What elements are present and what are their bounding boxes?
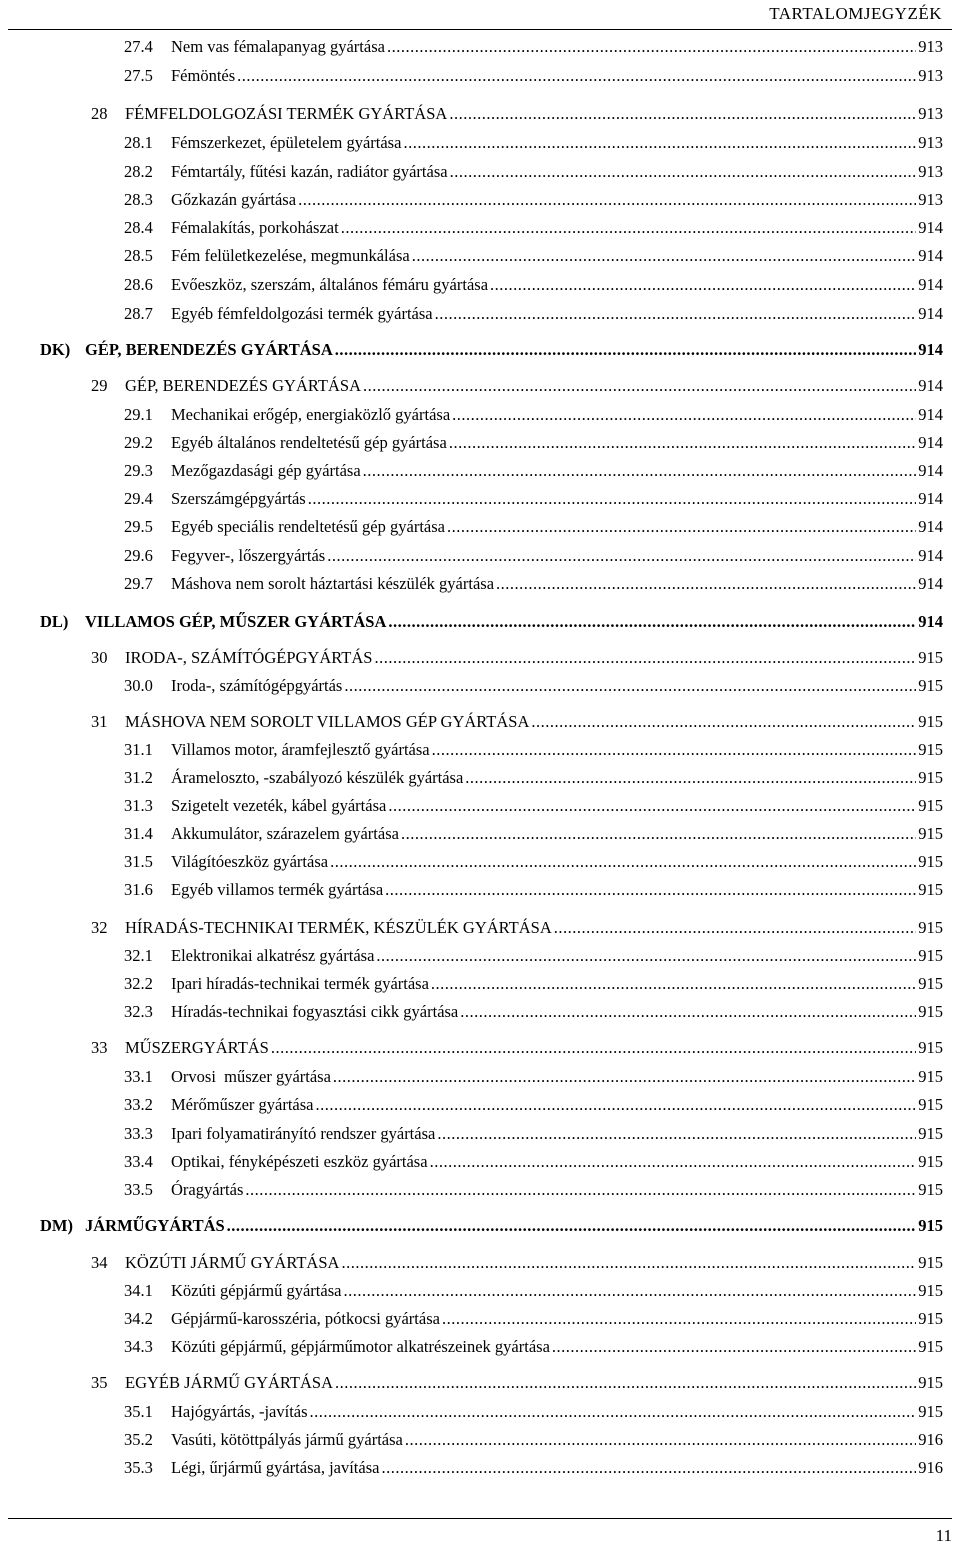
toc-entry-number: 32.2 [124,974,153,993]
toc-dot-leader [447,517,916,537]
toc-subsection-entry [124,824,943,848]
toc-page-number: 915 [918,852,943,871]
toc-entry-number: 35.2 [124,1430,153,1449]
toc-subsection-entry [124,1458,943,1482]
toc-dot-leader [432,740,917,760]
toc-entry-number: 31.4 [124,824,153,843]
toc-subsection-entry [124,1095,943,1119]
toc-entry-title: Közúti gépjármű, gépjárműmotor alkatrészeinek gyártása [171,1337,550,1356]
toc-page-number: 915 [918,768,943,787]
toc-dot-leader [388,612,916,632]
toc-entry-title: Egyéb általános rendeltetésű gép gyártása [171,433,447,452]
toc-entry-number: DM) [40,1216,73,1235]
toc-entry-title: Fémöntés [171,66,236,85]
toc-entry-title: Máshova nem sorolt háztartási készülék gyártása [171,574,495,593]
toc-page-number: 913 [918,162,943,181]
toc-subsection-entry [124,1309,943,1333]
toc-entry-title: Légi, űrjármű gyártása, javítása [171,1458,380,1477]
toc-page-number: 913 [918,190,943,209]
toc-entry-number: 34 [91,1253,108,1272]
toc-subsection-entry [124,133,943,157]
toc-entry-title: Közúti gépjármű gyártása [171,1281,342,1300]
toc-entry-title: Ipari híradás-technikai termék gyártása [171,974,429,993]
toc-dot-leader [437,1124,916,1144]
toc-entry-title: Világítóeszköz gyártása [171,852,329,871]
toc-subsection-entry [124,946,943,970]
toc-entry-number: 27.5 [124,66,153,85]
toc-entry-number: 31.2 [124,768,153,787]
toc-dot-leader [374,648,916,668]
toc-subsection-entry [124,740,943,764]
toc-section-heading [40,612,943,636]
toc-entry-number: 34.1 [124,1281,153,1300]
toc-entry-title: Fegyver-, lőszergyártás [171,546,326,565]
toc-entry-number: 28.4 [124,218,153,237]
toc-page-number: 913 [918,37,943,56]
toc-dot-leader [310,1402,917,1422]
toc-entry-number: 31.3 [124,796,153,815]
toc-subsection-entry [124,218,943,242]
toc-dot-leader [531,712,916,732]
toc-entry-title: Evőeszköz, szerszám, általános fémáru gyártása [171,275,489,294]
toc-page-number: 914 [918,376,943,395]
toc-entry-title: Gépjármű-karosszéria, pótkocsi gyártása [171,1309,440,1328]
toc-dot-leader [344,676,916,696]
toc-entry-number: 28.6 [124,275,153,294]
toc-entry-title: Fém felületkezelése, megmunkálása [171,246,410,265]
toc-entry-number: 31.6 [124,880,153,899]
toc-entry-title: Híradás-technikai fogyasztási cikk gyártása [171,1002,459,1021]
toc-subsection-entry [124,1430,943,1454]
toc-entry-title: Gőzkazán gyártása [171,190,297,209]
toc-dot-leader [333,1067,916,1087]
toc-dot-leader [554,918,916,938]
toc-dot-leader [490,275,916,295]
toc-dot-leader [271,1038,916,1058]
toc-dot-leader [450,162,917,182]
toc-dot-leader [341,218,917,238]
toc-page-number: 915 [918,1373,943,1392]
toc-page-number: 914 [918,546,943,565]
toc-entry-title: GÉP, BERENDEZÉS GYÁRTÁSA [85,340,333,359]
toc-page-number: 914 [918,405,943,424]
toc-chapter-entry [91,376,943,400]
toc-entry-title: Mechanikai erőgép, energiaközlő gyártása [171,405,451,424]
toc-dot-leader [245,1180,916,1200]
toc-entry-number: 35.1 [124,1402,153,1421]
toc-page-number: 915 [918,712,943,731]
toc-subsection-entry [124,405,943,429]
toc-dot-leader [431,974,916,994]
toc-entry-title: Szigetelt vezeték, kábel gyártása [171,796,387,815]
toc-entry-number: 32.1 [124,946,153,965]
toc-entry-title: Ipari folyamatirányító rendszer gyártása [171,1124,436,1143]
toc-page-number: 915 [918,648,943,667]
toc-entry-number: 35.3 [124,1458,153,1477]
toc-dot-leader [388,796,916,816]
toc-subsection-entry [124,162,943,186]
toc-page-number: 914 [918,574,943,593]
toc-entry-number: DK) [40,340,71,359]
toc-page-number: 914 [918,612,943,631]
toc-dot-leader [401,824,916,844]
toc-entry-title: Egyéb speciális rendeltetésű gép gyártása [171,517,445,536]
toc-dot-leader [403,133,916,153]
toc-dot-leader [465,768,916,788]
toc-dot-leader [460,1002,916,1022]
toc-entry-title: Hajógyártás, -javítás [171,1402,308,1421]
toc-subsection-entry [124,574,943,598]
toc-subsection-entry [124,489,943,513]
toc-entry-title: Akkumulátor, szárazelem gyártása [171,824,399,843]
toc-dot-leader [363,376,916,396]
toc-entry-number: 30 [91,648,108,667]
toc-dot-leader [430,1152,917,1172]
toc-entry-number: 28.2 [124,162,153,181]
toc-entry-number: 33.1 [124,1067,153,1086]
toc-subsection-entry [124,190,943,214]
toc-dot-leader [376,946,916,966]
toc-subsection-entry [124,974,943,998]
toc-page-number: 915 [918,1180,943,1199]
toc-dot-leader [327,546,916,566]
toc-dot-leader [442,1309,916,1329]
toc-entry-title: Elektronikai alkatrész gyártása [171,946,375,965]
toc-entry-title: VILLAMOS GÉP, MŰSZER GYÁRTÁSA [85,612,387,631]
toc-page-number: 914 [918,246,943,265]
toc-entry-title: FÉMFELDOLGOZÁSI TERMÉK GYÁRTÁSA [125,104,448,123]
toc-entry-number: 31.5 [124,852,153,871]
toc-dot-leader [298,190,916,210]
toc-subsection-entry [124,1124,943,1148]
toc-dot-leader [343,1281,916,1301]
toc-entry-number: 33.3 [124,1124,153,1143]
toc-dot-leader [385,880,916,900]
toc-entry-number: DL) [40,612,69,631]
toc-entry-title: EGYÉB JÁRMŰ GYÁRTÁSA [125,1373,334,1392]
toc-subsection-entry [124,275,943,299]
toc-dot-leader [315,1095,916,1115]
toc-dot-leader [335,1373,916,1393]
toc-page-number: 914 [918,461,943,480]
toc-section-heading [40,340,943,364]
toc-entry-title: Villamos motor, áramfejlesztő gyártása [171,740,430,759]
toc-entry-title: Szerszámgépgyártás [171,489,306,508]
toc-entry-number: 33.2 [124,1095,153,1114]
toc-entry-title: Vasúti, kötöttpályás jármű gyártása [171,1430,403,1449]
toc-dot-leader [308,489,917,509]
toc-entry-title: Mérőműszer gyártása [171,1095,314,1114]
toc-page-number: 915 [918,1152,943,1171]
footer-rule [8,1518,952,1519]
toc-entry-title: Orvosi műszer gyártása [171,1067,331,1086]
toc-page-number: 914 [918,304,943,323]
toc-entry-title: Árameloszto, -szabályozó készülék gyártása [171,768,464,787]
toc-page-number: 914 [918,340,943,359]
toc-chapter-entry [91,1373,943,1397]
toc-entry-number: 34.3 [124,1337,153,1356]
toc-page-number: 914 [918,517,943,536]
toc-subsection-entry [124,880,943,904]
toc-dot-leader [237,66,916,86]
toc-page-number: 915 [918,918,943,937]
toc-chapter-entry [91,1038,943,1062]
toc-entry-number: 28.3 [124,190,153,209]
toc-page-number: 915 [918,740,943,759]
toc-entry-number: 29.1 [124,405,153,424]
running-header-title: TARTALOMJEGYZÉK [769,4,942,23]
toc-dot-leader [381,1458,916,1478]
toc-subsection-entry [124,676,943,700]
toc-page-number: 914 [918,489,943,508]
toc-page-number: 913 [918,133,943,152]
toc-page-number: 914 [918,218,943,237]
toc-dot-leader [227,1216,917,1236]
toc-entry-title: Óragyártás [171,1180,244,1199]
toc-entry-title: Fémtartály, fűtési kazán, radiátor gyártása [171,162,448,181]
toc-entry-number: 29.3 [124,461,153,480]
toc-subsection-entry [124,1067,943,1091]
toc-subsection-entry [124,796,943,820]
toc-entry-number: 28.5 [124,246,153,265]
toc-entry-number: 32 [91,918,108,937]
toc-entry-number: 33.5 [124,1180,153,1199]
toc-entry-title: Iroda-, számítógépgyártás [171,676,343,695]
toc-entry-number: 33 [91,1038,108,1057]
toc-subsection-entry [124,433,943,457]
toc-page-number: 915 [918,1216,943,1235]
toc-entry-title: MŰSZERGYÁRTÁS [125,1038,269,1057]
toc-entry-number: 27.4 [124,37,153,56]
toc-page-number: 915 [918,974,943,993]
toc-subsection-entry [124,1281,943,1305]
toc-subsection-entry [124,461,943,485]
toc-entry-title: Mezőgazdasági gép gyártása [171,461,361,480]
toc-page-number: 915 [918,1402,943,1421]
toc-page-number: 915 [918,796,943,815]
toc-subsection-entry [124,66,943,90]
toc-entry-title: Egyéb fémfeldolgozási termék gyártása [171,304,433,323]
toc-dot-leader [496,574,916,594]
toc-subsection-entry [124,768,943,792]
toc-subsection-entry [124,304,943,328]
toc-subsection-entry [124,546,943,570]
toc-entry-title: MÁSHOVA NEM SOROLT VILLAMOS GÉP GYÁRTÁSA [125,712,530,731]
toc-entry-number: 29.6 [124,546,153,565]
toc-section-heading [40,1216,943,1240]
toc-chapter-entry [91,104,943,128]
toc-subsection-entry [124,517,943,541]
toc-page-number: 916 [918,1458,943,1477]
toc-entry-number: 33.4 [124,1152,153,1171]
toc-entry-title: HÍRADÁS-TECHNIKAI TERMÉK, KÉSZÜLÉK GYÁRTÁSA [125,918,552,937]
toc-page-number: 913 [918,104,943,123]
toc-subsection-entry [124,246,943,270]
toc-page-number: 914 [918,275,943,294]
toc-entry-title: KÖZÚTI JÁRMŰ GYÁRTÁSA [125,1253,340,1272]
toc-dot-leader [405,1430,916,1450]
toc-page-number: 914 [918,433,943,452]
toc-page-number: 915 [918,1002,943,1021]
toc-entry-number: 29.7 [124,574,153,593]
toc-entry-number: 29.2 [124,433,153,452]
toc-entry-number: 31 [91,712,108,731]
toc-entry-number: 28.1 [124,133,153,152]
toc-dot-leader [552,1337,916,1357]
toc-dot-leader [341,1253,916,1273]
toc-chapter-entry [91,918,943,942]
toc-entry-number: 28 [91,104,108,123]
toc-subsection-entry [124,1152,943,1176]
footer-page-number: 11 [935,1526,952,1545]
toc-page-number: 915 [918,676,943,695]
toc-entry-title: Nem vas fémalapanyag gyártása [171,37,385,56]
toc-page-number: 913 [918,66,943,85]
toc-entry-number: 28.7 [124,304,153,323]
toc-page-number: 915 [918,1281,943,1300]
toc-subsection-entry [124,1337,943,1361]
toc-subsection-entry [124,852,943,876]
toc-dot-leader [387,37,916,57]
toc-entry-number: 31.1 [124,740,153,759]
toc-dot-leader [412,246,917,266]
toc-page-number: 916 [918,1430,943,1449]
toc-page-number: 915 [918,824,943,843]
toc-page-number: 915 [918,1038,943,1057]
toc-subsection-entry [124,1180,943,1204]
toc-entry-title: IRODA-, SZÁMÍTÓGÉPGYÁRTÁS [125,648,373,667]
toc-chapter-entry [91,648,943,672]
toc-entry-title: Egyéb villamos termék gyártása [171,880,384,899]
toc-page-number: 915 [918,880,943,899]
toc-chapter-entry [91,1253,943,1277]
toc-entry-title: Fémszerkezet, épületelem gyártása [171,133,402,152]
toc-dot-leader [330,852,916,872]
toc-entry-number: 32.3 [124,1002,153,1021]
toc-dot-leader [335,340,917,360]
toc-entry-number: 35 [91,1373,108,1392]
toc-page-number: 915 [918,1309,943,1328]
toc-entry-title: GÉP, BERENDEZÉS GYÁRTÁSA [125,376,361,395]
toc-chapter-entry [91,712,943,736]
toc-subsection-entry [124,37,943,61]
toc-dot-leader [449,433,916,453]
toc-entry-title: Fémalakítás, porkohászat [171,218,339,237]
toc-page-number: 915 [918,1095,943,1114]
toc-subsection-entry [124,1002,943,1026]
toc-entry-number: 34.2 [124,1309,153,1328]
toc-dot-leader [363,461,917,481]
toc-page-number: 915 [918,1253,943,1272]
toc-dot-leader [435,304,917,324]
toc-entry-number: 30.0 [124,676,153,695]
toc-page-number: 915 [918,1067,943,1086]
toc-entry-title: JÁRMŰGYÁRTÁS [85,1216,225,1235]
toc-page-number: 915 [918,1124,943,1143]
toc-entry-number: 29.4 [124,489,153,508]
toc-page-number: 915 [918,946,943,965]
toc-dot-leader [449,104,916,124]
toc-subsection-entry [124,1402,943,1426]
toc-dot-leader [452,405,916,425]
toc-entry-number: 29.5 [124,517,153,536]
toc-entry-number: 29 [91,376,108,395]
toc-entry-title: Optikai, fényképészeti eszköz gyártása [171,1152,428,1171]
toc-page-number: 915 [918,1337,943,1356]
